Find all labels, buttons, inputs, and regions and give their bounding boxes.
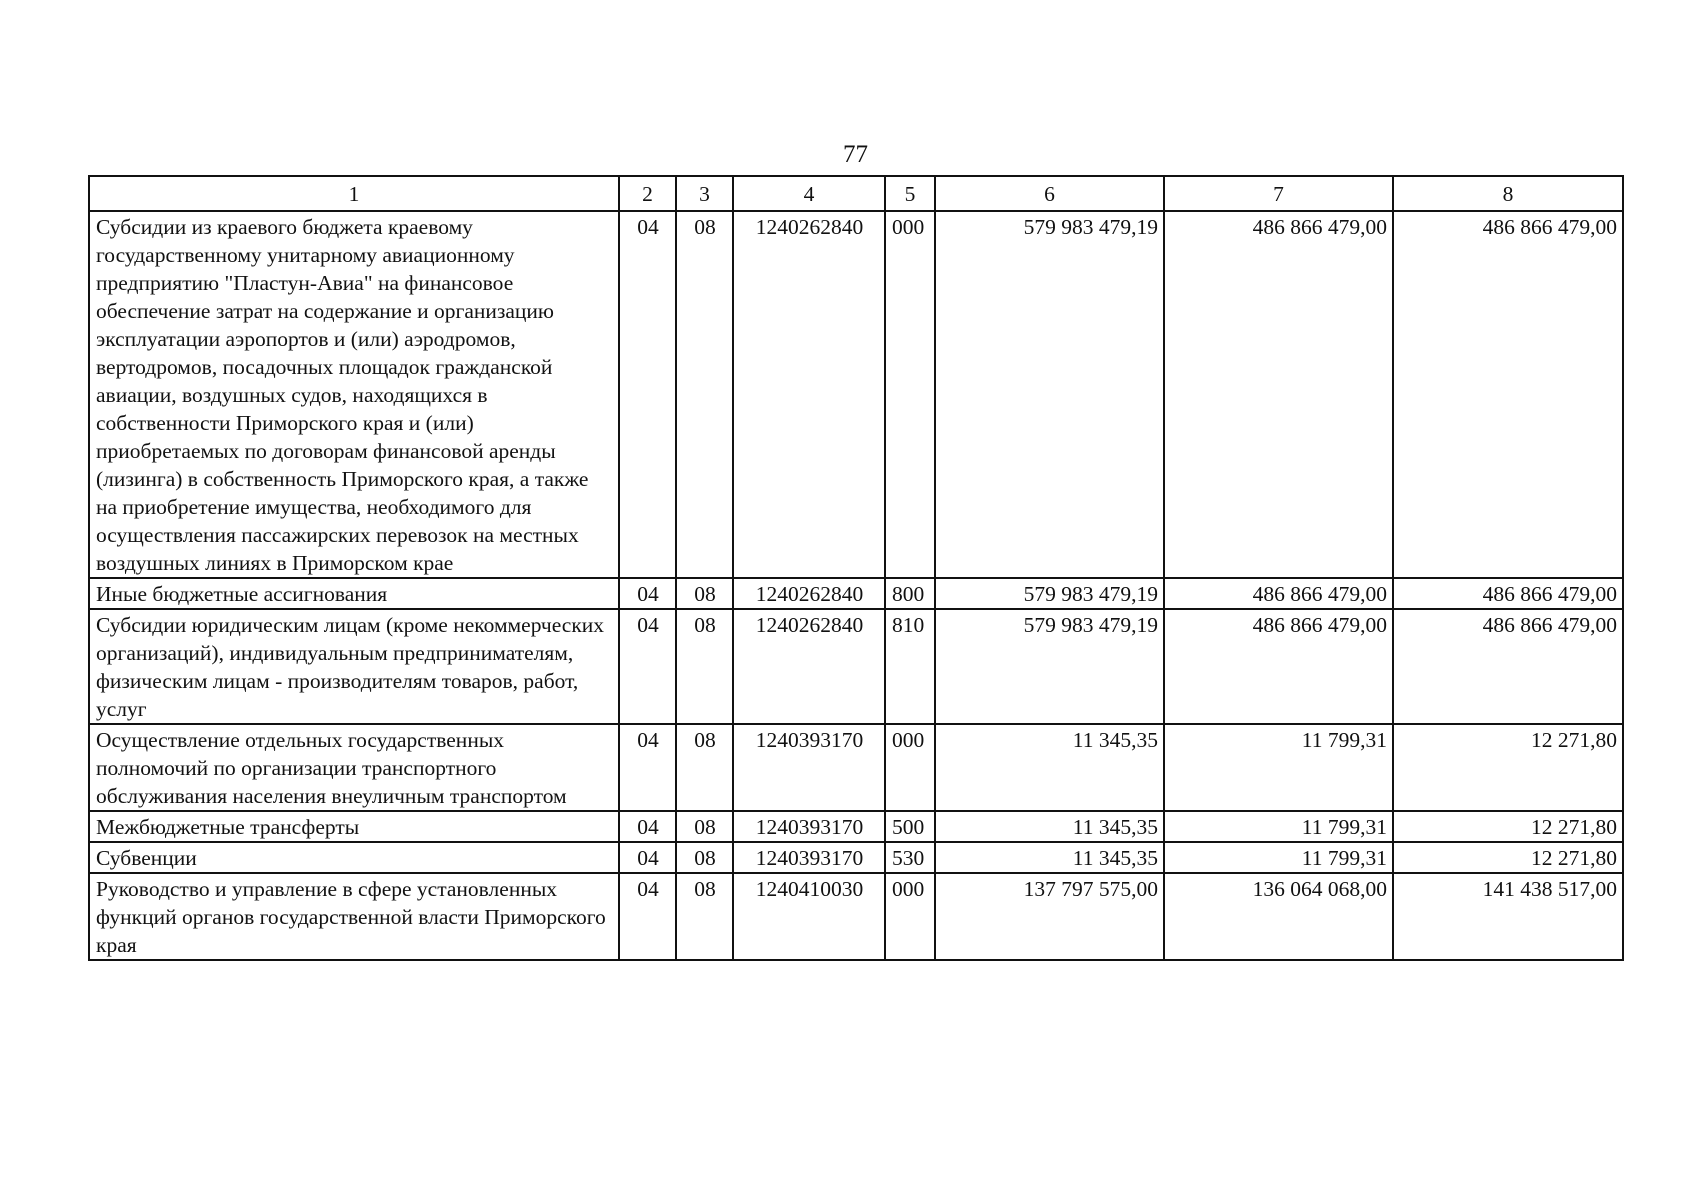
row-name: Межбюджетные трансферты: [89, 811, 619, 842]
row-name: Осуществление отдельных государственных полномочий по организации транспортного обслуживания населения внеуличным транспортом: [89, 724, 619, 811]
row-expense-type: 530: [885, 842, 935, 873]
table-row: [89, 578, 1623, 609]
row-amount-col6: 11 345,35: [935, 842, 1164, 873]
row-name: Субвенции: [89, 842, 619, 873]
row-subsection: 08: [676, 873, 733, 960]
row-amount-col7: 136 064 068,00: [1164, 873, 1393, 960]
row-target-code: 1240410030: [733, 873, 885, 960]
row-subsection: 08: [676, 724, 733, 811]
row-amount-col6: 11 345,35: [935, 811, 1164, 842]
row-amount-col8: 486 866 479,00: [1393, 609, 1623, 724]
table-row: [89, 724, 1623, 811]
row-section: 04: [619, 811, 676, 842]
row-expense-type: 000: [885, 873, 935, 960]
row-expense-type: 810: [885, 609, 935, 724]
row-target-code: 1240393170: [733, 724, 885, 811]
header-col-7: 7: [1164, 176, 1393, 211]
row-target-code: 1240262840: [733, 211, 885, 578]
row-amount-col8: 12 271,80: [1393, 842, 1623, 873]
table-row: [89, 873, 1623, 960]
row-amount-col6: 579 983 479,19: [935, 578, 1164, 609]
row-amount-col8: 12 271,80: [1393, 724, 1623, 811]
header-row: [89, 176, 1623, 211]
row-amount-col7: 11 799,31: [1164, 724, 1393, 811]
row-amount-col7: 11 799,31: [1164, 842, 1393, 873]
row-amount-col7: 486 866 479,00: [1164, 211, 1393, 578]
page-number: 77: [843, 141, 868, 168]
row-amount-col7: 11 799,31: [1164, 811, 1393, 842]
header-col-5: 5: [885, 176, 935, 211]
row-subsection: 08: [676, 842, 733, 873]
row-section: 04: [619, 724, 676, 811]
table-row: [89, 609, 1623, 724]
row-expense-type: 000: [885, 211, 935, 578]
row-amount-col7: 486 866 479,00: [1164, 578, 1393, 609]
row-section: 04: [619, 609, 676, 724]
row-amount-col6: 579 983 479,19: [935, 211, 1164, 578]
row-amount-col8: 486 866 479,00: [1393, 578, 1623, 609]
row-section: 04: [619, 842, 676, 873]
row-expense-type: 000: [885, 724, 935, 811]
row-expense-type: 500: [885, 811, 935, 842]
budget-table: [88, 175, 1624, 961]
header-col-4: 4: [733, 176, 885, 211]
table-row: [89, 842, 1623, 873]
row-subsection: 08: [676, 578, 733, 609]
row-subsection: 08: [676, 811, 733, 842]
row-subsection: 08: [676, 211, 733, 578]
row-section: 04: [619, 578, 676, 609]
row-section: 04: [619, 873, 676, 960]
row-target-code: 1240262840: [733, 578, 885, 609]
row-section: 04: [619, 211, 676, 578]
row-amount-col8: 486 866 479,00: [1393, 211, 1623, 578]
row-amount-col7: 486 866 479,00: [1164, 609, 1393, 724]
row-name: Иные бюджетные ассигнования: [89, 578, 619, 609]
header-col-1: 1: [89, 176, 619, 211]
row-name: Субсидии юридическим лицам (кроме некоммерческих организаций), индивидуальным предпринимателям, физическим лицам - производителям товаров, работ, услуг: [89, 609, 619, 724]
row-name: Руководство и управление в сфере установленных функций органов государственной власти Приморского края: [89, 873, 619, 960]
header-col-8: 8: [1393, 176, 1623, 211]
table-row: [89, 211, 1623, 578]
row-target-code: 1240262840: [733, 609, 885, 724]
header-col-3: 3: [676, 176, 733, 211]
table-row: [89, 811, 1623, 842]
header-col-6: 6: [935, 176, 1164, 211]
row-name: Субсидии из краевого бюджета краевому государственному унитарному авиационному предприятию "Пластун-Авиа" на финансовое обеспечение затрат на содержание и организацию эксплуатации аэропортов и (или) аэродромов, вертодромов, посадочных площадок гражданской авиации, воздушных судов, находящихся в собственности Приморского края и (или) приобретаемых по договорам финансовой аренды (лизинга) в собственность Приморского края, а также на приобретение имущества, необходимого для осуществления пассажирских перевозок на местных воздушных линиях в Приморском крае: [89, 211, 619, 578]
row-amount-col8: 141 438 517,00: [1393, 873, 1623, 960]
row-subsection: 08: [676, 609, 733, 724]
row-expense-type: 800: [885, 578, 935, 609]
row-amount-col8: 12 271,80: [1393, 811, 1623, 842]
row-amount-col6: 579 983 479,19: [935, 609, 1164, 724]
row-amount-col6: 11 345,35: [935, 724, 1164, 811]
row-target-code: 1240393170: [733, 811, 885, 842]
header-col-2: 2: [619, 176, 676, 211]
row-amount-col6: 137 797 575,00: [935, 873, 1164, 960]
row-target-code: 1240393170: [733, 842, 885, 873]
